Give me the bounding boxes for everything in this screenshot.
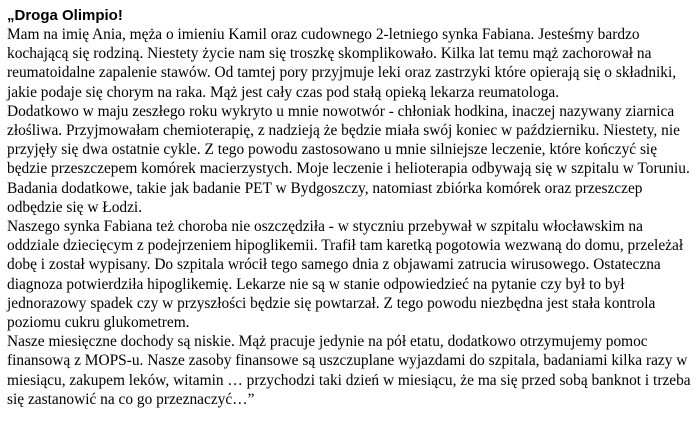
paragraph-cancer-treatment: Dodatkowo w maju zeszłego roku wykryto u mnie nowotwór - chłoniak hodkina, inaczej nazywany ziarnica złośliwa. Przyjmowałam chemioterapię, z nadzieją że będzie miała swój koniec w październiku. Niestety, nie przyjęły się dwa ostatnie cykle. Z tego powodu zastosowano u mnie silniejsze leczenie, które kończyć się będzie przeszczepem komórek macierzystych. Moje leczenie i helioterapia odbywają się w szpitalu w Toruniu. Badania dodatkowe, takie jak badanie PET w Bydgoszczy, natomiast zbiórka komórek oraz przeszczep odbędzie się w Łodzi. (7, 102, 690, 216)
letter-greeting: „Droga Olimpio! (7, 7, 123, 24)
paragraph-finances: Nasze miesięczne dochody są niskie. Mąż pracuje jedynie na pół etatu, dodatkowo otrzymujemy pomoc finansową z MOPS-u. Nasze zasoby finansowe są uszczuplane wyjazdami do szpitala, badaniami kilka razy w miesiącu, zakupem leków, witamin … przychodzi taki dzień w miesiącu, że ma się przed sobą banknot i trzeba się zastanowić na co go przeznaczyć…” (7, 333, 691, 408)
paragraph-son-illness: Naszego synka Fabiana też choroba nie oszczędziła - w styczniu przebywał w szpitalu włocławskim na oddziale dziecięcym z podejrzeniem hipoglikemii. Trafił tam karetką pogotowia wezwaną do domu, przeleżał dobę i został wypisany. Do szpitala wrócił tego samego dnia z objawami zatrucia wirusowego. Ostateczna diagnoza potwierdziła hipoglikemię. Lekarze nie są w stanie odpowiedzieć na pytanie czy był to był jednorazowy spadek czy w przyszłości będzie się powtarzał. Z tego powodu niezbędna jest stała kontrola poziomu cukru glukometrem. (7, 218, 684, 332)
paragraph-family-intro: Mam na imię Ania, męża o imieniu Kamil oraz cudownego 2-letniego synka Fabiana. Jesteśmy bardzo kochającą się rodziną. Niestety życie nam się troszkę skomplikowało. Kilka lat temu mąż zachorował na reumatoidalne zapalenie stawów. Od tamtej pory przyjmuje leki oraz zastrzyki które opierają się o składniki, jakie podaje się chorym na raka. Mąż jest cały czas pod stałą opieką lekarza reumatologa. (7, 26, 677, 101)
